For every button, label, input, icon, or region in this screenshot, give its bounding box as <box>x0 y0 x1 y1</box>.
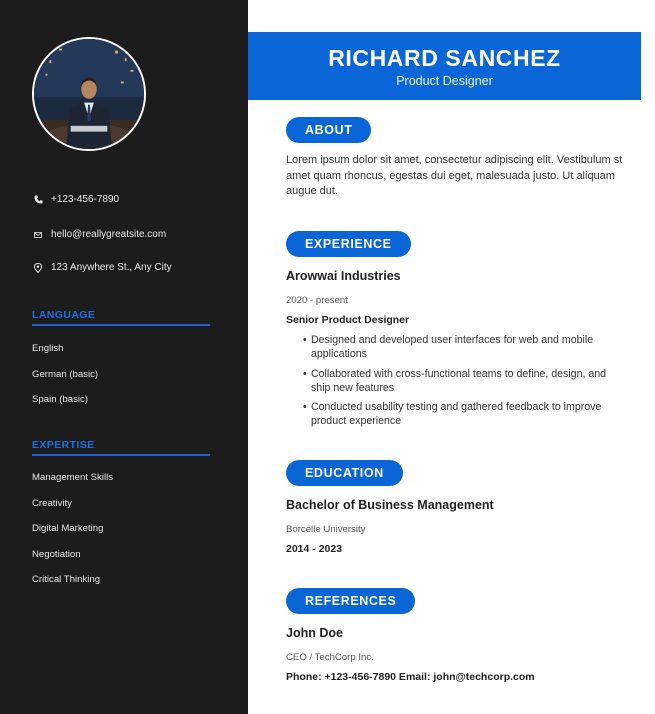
experience-bullet: • Collaborated with cross-functional teams to define, design, and ship new features <box>303 367 625 395</box>
expertise-list <box>32 472 113 600</box>
experience-bullets <box>303 333 625 434</box>
location-pin-icon <box>32 263 44 273</box>
school-name: Borcelle University <box>286 524 366 535</box>
name-header <box>248 32 641 100</box>
reference-position: CEO / TechCorp Inc. <box>286 652 374 663</box>
person-title: Product Designer <box>396 74 493 88</box>
sidebar <box>0 0 248 714</box>
contact-address <box>32 262 172 273</box>
language-heading: LANGUAGE <box>32 309 210 326</box>
about-heading: ABOUT <box>286 117 371 143</box>
expertise-heading: EXPERTISE <box>32 439 210 456</box>
language-item: German (basic) <box>32 368 99 380</box>
experience-period: 2020 - present <box>286 295 348 306</box>
reference-name: John Doe <box>286 626 343 640</box>
email-text: hello@reallygreatsite.com <box>51 229 167 240</box>
language-item: English <box>32 343 64 354</box>
education-heading: EDUCATION <box>286 460 403 486</box>
education-years: 2014 - 2023 <box>286 543 343 555</box>
reference-contact: Phone: +123-456-7890 Email: john@techcorp.com <box>286 671 535 683</box>
contact-phone <box>32 194 119 205</box>
experience-bullet: • Designed and developed user interfaces for web and mobile applications <box>303 333 625 361</box>
language-item: Spain (basic) <box>32 394 88 405</box>
references-heading: REFERENCES <box>286 588 415 614</box>
language-list <box>32 343 98 420</box>
address-text: 123 Anywhere St., Any City <box>51 262 172 273</box>
profile-photo-image <box>34 39 144 149</box>
company-name: Arowwai Industries <box>286 269 401 283</box>
expertise-item: Creativity <box>32 497 72 509</box>
job-role: Senior Product Designer <box>286 314 410 326</box>
experience-bullet: • Conducted usability testing and gathered feedback to improve product experience <box>303 400 625 428</box>
person-name: RICHARD SANCHEZ <box>328 45 561 71</box>
experience-heading: EXPERIENCE <box>286 231 411 257</box>
profile-photo <box>32 37 146 151</box>
expertise-item: Negotiation <box>32 548 81 560</box>
expertise-item: Management Skills <box>32 472 114 483</box>
phone-icon <box>32 195 44 204</box>
contact-email <box>32 229 166 240</box>
email-icon <box>32 232 44 238</box>
phone-text: +123-456-7890 <box>51 194 120 205</box>
degree-name: Bachelor of Business Management <box>286 498 494 512</box>
expertise-item: Digital Marketing <box>32 523 104 534</box>
expertise-item: Critical Thinking <box>32 574 101 585</box>
about-text: Lorem ipsum dolor sit amet, consectetur adipiscing elit. Vestibulum st amet quam rhoncus, egestas dui eget, malesuada justo. Ut aliquam augue dut. <box>286 154 623 197</box>
